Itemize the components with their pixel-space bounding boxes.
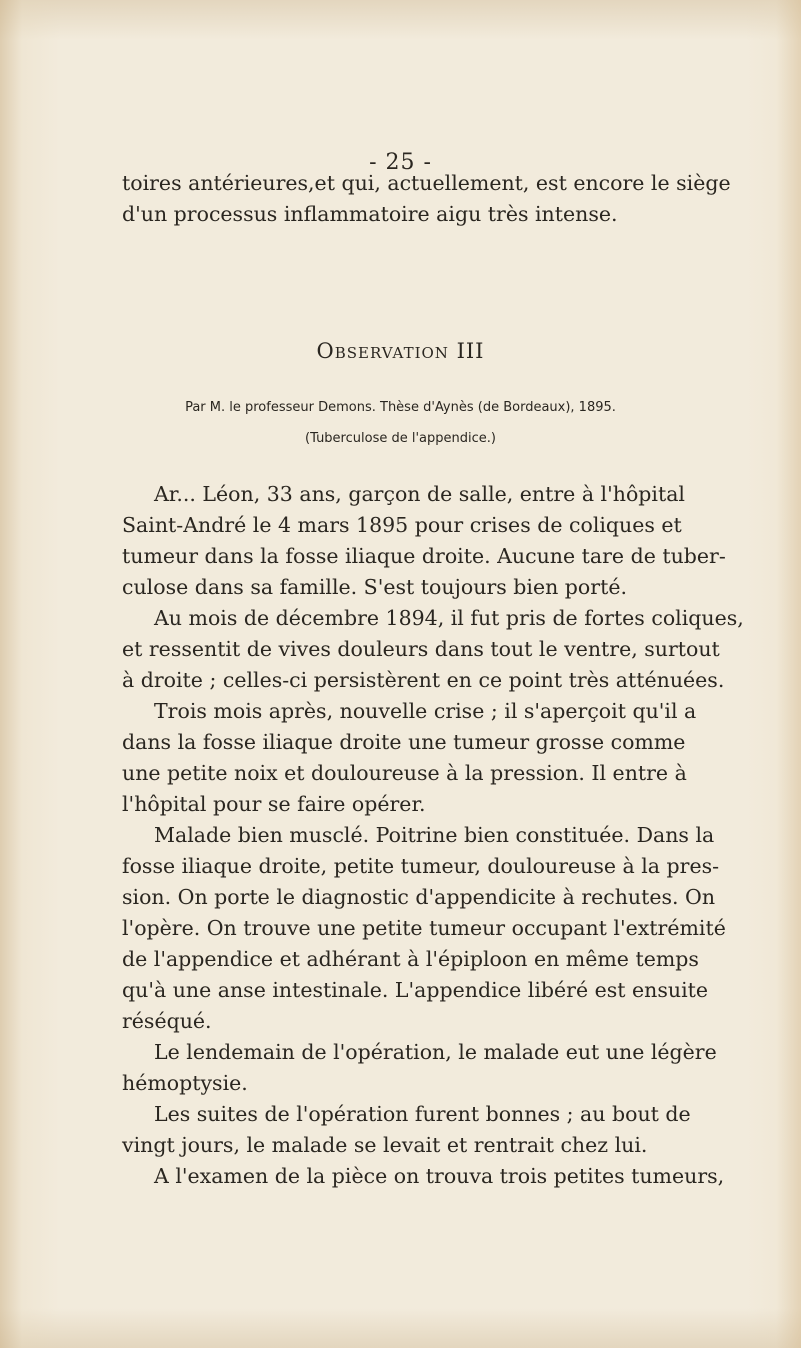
text-line: de l'appendice et adhérant à l'épiploon en même temps: [122, 947, 699, 971]
text-line: qu'à une anse intestinale. L'appendice libéré est ensuite: [122, 978, 709, 1002]
text-line: tumeur dans la fosse iliaque droite. Aucune tare de tuber-: [122, 544, 726, 568]
text-line: Trois mois après, nouvelle crise ; il s'aperçoit qu'il a: [154, 699, 697, 723]
page-number: - 25 -: [369, 150, 432, 175]
text-line: et ressentit de vives douleurs dans tout le ventre, surtout: [122, 637, 720, 661]
observation-title: Observation III: [316, 339, 485, 363]
text-line: dans la fosse iliaque droite une tumeur grosse comme: [122, 730, 686, 754]
case-report-body: [122, 479, 744, 1192]
text-line: sion. On porte le diagnostic d'appendicite à rechutes. On: [122, 885, 716, 909]
text-line: Les suites de l'opération furent bonnes ; au bout de: [154, 1102, 691, 1126]
text-line: fosse iliaque droite, petite tumeur, douloureuse à la pres-: [122, 854, 720, 878]
text-line: l'opère. On trouve une petite tumeur occupant l'extrémité: [122, 916, 726, 940]
source-citation: Par M. le professeur Demons. Thèse d'Aynès (de Bordeaux), 1895.: [185, 400, 616, 415]
text-line: Le lendemain de l'opération, le malade eut une légère: [154, 1040, 717, 1064]
text-line: toires antérieures,et qui, actuellement, est encore le siège: [122, 171, 731, 195]
text-line: à droite ; celles-ci persistèrent en ce point très atténuées.: [122, 668, 725, 692]
text-line: Malade bien musclé. Poitrine bien constituée. Dans la: [154, 823, 715, 847]
text-line: hémoptysie.: [122, 1071, 248, 1095]
text-line: une petite noix et douloureuse à la pression. Il entre à: [122, 761, 687, 785]
text-line: culose dans sa famille. S'est toujours bien porté.: [122, 575, 627, 599]
continued-paragraph: [122, 168, 731, 230]
text-line: Saint-André le 4 mars 1895 pour crises de coliques et: [122, 513, 682, 537]
text-line: vingt jours, le malade se levait et rentrait chez lui.: [122, 1133, 648, 1157]
text-line: d'un processus inflammatoire aigu très intense.: [122, 202, 618, 226]
text-line: A l'examen de la pièce on trouva trois petites tumeurs,: [154, 1164, 725, 1188]
text-line: Au mois de décembre 1894, il fut pris de fortes coliques,: [154, 606, 744, 630]
case-subject: (Tuberculose de l'appendice.): [305, 431, 496, 446]
text-line: Ar... Léon, 33 ans, garçon de salle, entre à l'hôpital: [154, 482, 685, 506]
text-line: réséqué.: [122, 1009, 212, 1033]
text-line: l'hôpital pour se faire opérer.: [122, 792, 426, 816]
